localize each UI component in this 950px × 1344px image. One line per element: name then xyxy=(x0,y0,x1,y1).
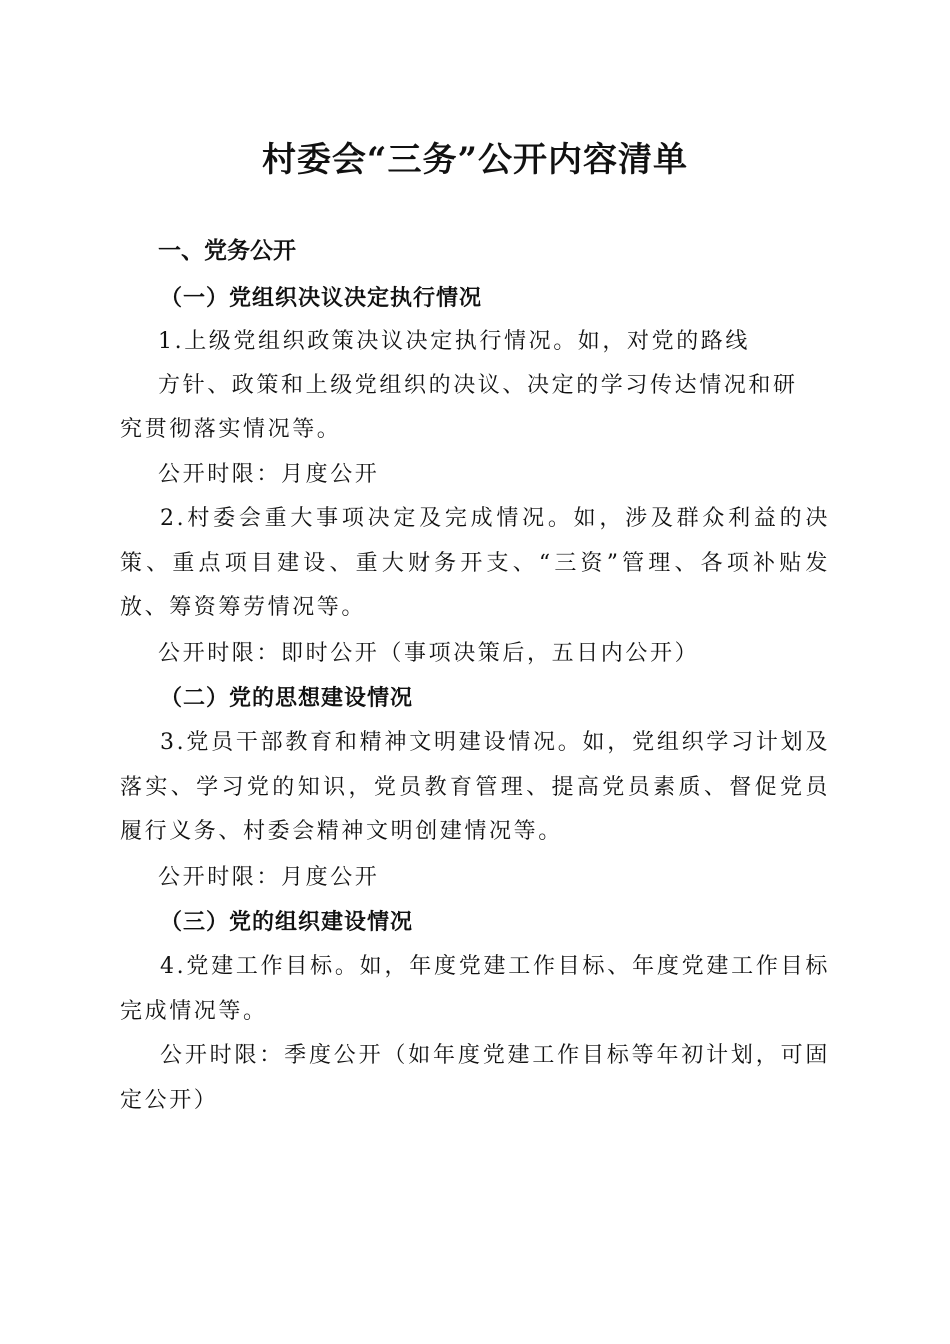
item1-line1: 1.上级党组织政策决议决定执行情况。如，对党的路线 xyxy=(158,329,750,354)
item1-timing: 公开时限：月度公开 xyxy=(158,462,380,487)
item3-timing: 公开时限：月度公开 xyxy=(158,865,380,890)
section-heading-party-affairs: 一、党务公开 xyxy=(158,238,296,264)
item1-line3: 究贯彻落实情况等。 xyxy=(120,417,342,442)
item3-paragraph: 3.党员干部教育和精神文明建设情况。如，党组织学习计划及落实、学习党的知识，党员教育管理、提高党员素质、督促党员履行义务、村委会精神文明创建情况等。 xyxy=(120,730,830,844)
item2-timing: 公开时限：即时公开（事项决策后，五日内公开） xyxy=(158,641,700,666)
item2-paragraph: 2.村委会重大事项决定及完成情况。如，涉及群众利益的决策、重点项目建设、重大财务开支、“三资”管理、各项补贴发放、筹资筹劳情况等。 xyxy=(120,506,830,620)
item1-line2: 方针、政策和上级党组织的决议、决定的学习传达情况和研 xyxy=(158,373,798,398)
document-title: 村委会“三务”公开内容清单 xyxy=(261,140,689,180)
subsection-heading-resolutions: （一）党组织决议决定执行情况 xyxy=(160,285,483,311)
item4-paragraph: 4.党建工作目标。如，年度党建工作目标、年度党建工作目标完成情况等。 xyxy=(120,954,830,1024)
item4-timing: 公开时限：季度公开（如年度党建工作目标等年初计划，可固定公开） xyxy=(120,1043,830,1113)
subsection-heading-organization: （三）党的组织建设情况 xyxy=(160,909,414,935)
subsection-heading-ideology: （二）党的思想建设情况 xyxy=(160,685,414,711)
